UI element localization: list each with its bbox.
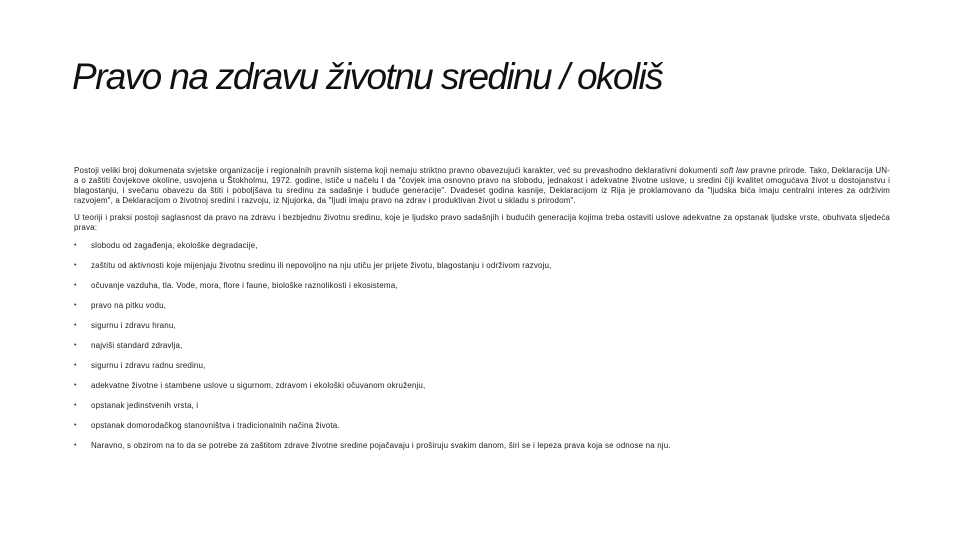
bullet-icon: • — [74, 322, 77, 329]
list-item — [74, 441, 890, 461]
list-item-text: opstanak jedinstvenih vrsta, i — [91, 401, 199, 410]
list-item — [74, 321, 890, 341]
list-item — [74, 421, 890, 441]
list-item — [74, 261, 890, 281]
rights-list — [74, 241, 890, 461]
list-item-text: najviši standard zdravlja, — [91, 341, 183, 350]
slide-title: Pravo na zdravu životnu sredinu / okoliš — [72, 56, 663, 97]
bullet-icon: • — [74, 442, 77, 449]
consensus-paragraph: U teoriji i praksi postoji saglasnost da pravo na zdravu i bezbjednu životnu sredinu, koje je ljudsko pravo sadašnjih i budućih generacija kojima treba ostaviti uslove adekvatne za opstanak ljudske vrste, obuhvata sljedeća prava: — [74, 213, 890, 232]
list-item-text: slobodu od zagađenja, ekološke degradacije, — [91, 241, 258, 250]
list-item — [74, 341, 890, 361]
bullet-icon: • — [74, 382, 77, 389]
bullet-icon: • — [74, 362, 77, 369]
list-item — [74, 241, 890, 261]
list-item — [74, 401, 890, 421]
list-item-text: pravo na pitku vodu, — [91, 301, 167, 310]
soft-law-term: soft law — [720, 166, 749, 175]
list-item-text: sigurnu i zdravu radnu sredinu, — [91, 361, 206, 370]
list-item — [74, 381, 890, 401]
list-item-text: adekvatne životne i stambene uslove u sigurnom, zdravom i ekološki očuvanom okruženju, — [91, 381, 426, 390]
intro-paragraph-text-start: Postoji veliki broj dokumenata svjetske organizacije i regionalnih pravnih sistema koji nemaju striktno pravno obavezujući karakter, već su prevashodno deklarativni dokumenti — [74, 166, 721, 175]
list-item-text: sigurnu i zdravu hranu, — [91, 321, 176, 330]
intro-paragraph-text-end: pravne prirode. Tako, Deklaracija UN-a o zaštiti čovjekove okoline, usvojena u Štokholmu, 1972. godine, ističe u načelu I da "čovjek ima osnovno pravo na slobodu, jednakost i adekvatne životne uslove, u sredini čiji kvalitet omogućava život u dostojanstvu i blagostanju, i svečanu obavezu da štiti i poboljšava tu sredinu za sadašnje i buduće generacije". Dvadeset godina kasnije, Deklaracijom iz Rija je proklamovano da "ljudska bića imaju centralni interes za održivim razvojem", a Deklaracijom o životnoj sredini i razvoju, iz Njujorka, da "ljudi imaju pravo na zdrav i produktivan život u skladu s prirodom". — [74, 166, 890, 205]
list-item — [74, 281, 890, 301]
list-item-text: očuvanje vazduha, tla. Vode, mora, flore i faune, biološke raznolikosti i ekosistema, — [91, 281, 398, 290]
bullet-icon: • — [74, 262, 77, 269]
list-item — [74, 301, 890, 321]
bullet-icon: • — [74, 302, 77, 309]
bullet-icon: • — [74, 422, 77, 429]
bullet-icon: • — [74, 242, 77, 249]
bullet-icon: • — [74, 282, 77, 289]
bullet-icon: • — [74, 342, 77, 349]
list-item-text: opstanak domorodačkog stanovništva i tradicionalnih načina života. — [91, 421, 340, 430]
slide-body — [74, 166, 890, 461]
list-item — [74, 361, 890, 381]
list-item-text: Naravno, s obzirom na to da se potrebe za zaštitom zdrave životne sredine pojačavaju i proširuju svakim danom, širi se i lepeza prava koja se odnose na nju. — [91, 441, 671, 450]
intro-paragraph — [74, 166, 890, 206]
bullet-icon: • — [74, 402, 77, 409]
list-item-text: zaštitu od aktivnosti koje mijenjaju životnu sredinu ili nepovoljno na nju utiču jer prijete životu, blagostanju i održivom razvoju, — [91, 261, 552, 270]
